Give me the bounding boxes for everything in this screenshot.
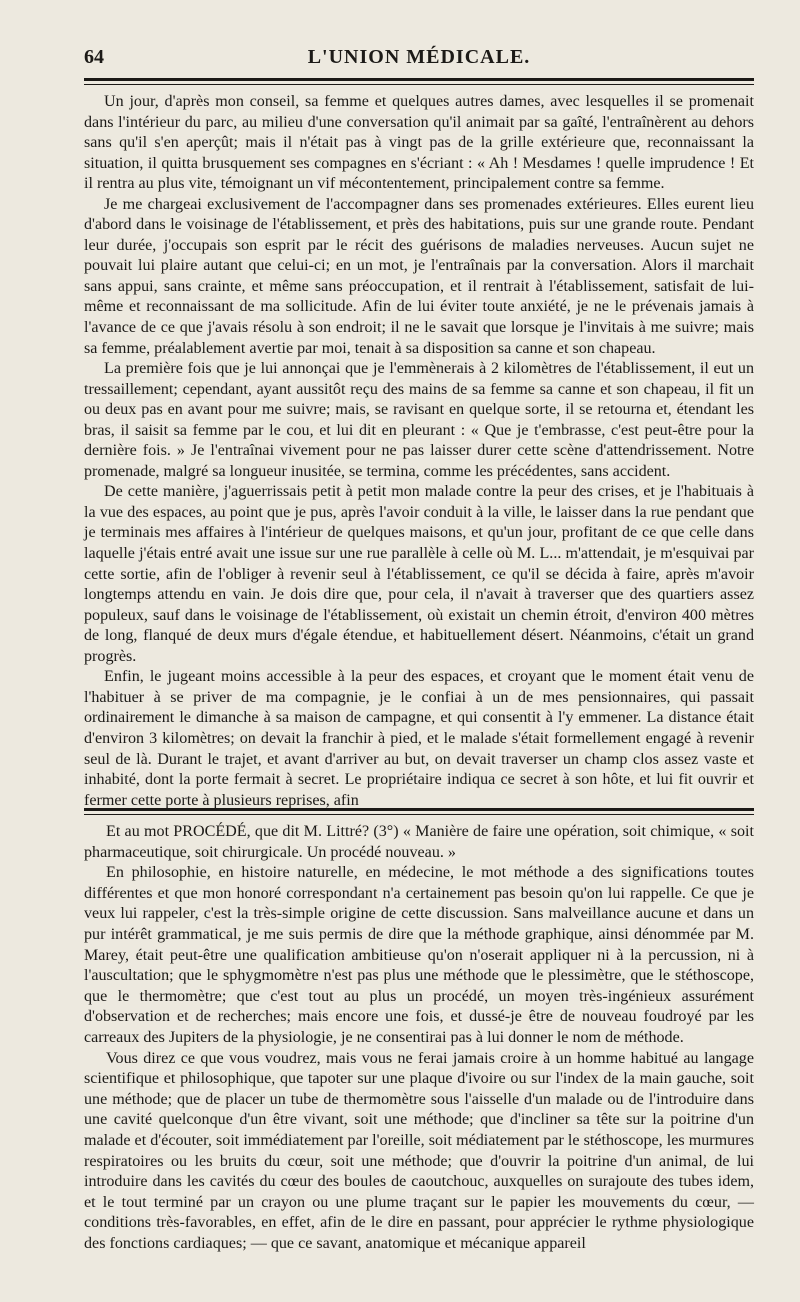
running-title: L'UNION MÉDICALE. [307,46,531,68]
header-rule-thin [84,84,754,85]
header-rule [84,78,754,81]
footer-paragraph: Et au mot PROCÉDÉ, que dit M. Littré? (3°) « Manière de faire une opération, soit chimique, « soit pharmaceutique, soit chirurgicale. Un procédé nouveau. » [84,823,754,861]
main-paragraph: Je me chargeai exclusivement de l'accompagner dans ses promenades extérieures. Elles eurent lieu d'abord dans le voisinage de l'établissement, et près des habitations, puis sur une grande route. Pendant leur durée, j'occupais son esprit par le récit des guérisons de maladies nerveuses. Aucun sujet ne pouvait lui plaire autant que celui-ci; en un mot, je l'entraînais par la conversation. Alors il marchait sans appui, sans crainte, et même sans préoccupation, et il rentrait à l'établissement, satisfait de lui-même et reconnaissant de ma sollicitude. Afin de lui éviter toute anxiété, je ne le prévenais jamais à l'avance de ce que j'avais résolu à son endroit; il ne le savait que lorsque je l'invitais à me suivre; mais sa femme, préalablement avertie par moi, tenait à sa disposition sa canne et son chapeau. [84,195,754,357]
main-paragraph: Enfin, le jugeant moins accessible à la peur des espaces, et croyant que le moment était venu de l'habituer à se priver de ma compagnie, je le confiai à un de mes pensionnaires, qui passait ordinairement le dimanche à sa maison de campagne, et qui consentit à l'y emmener. La distance était d'environ 3 kilomètres; on devait la franchir à pied, et le malade s'était formellement engagé à revenir seul de là. Durant le trajet, et avant d'arriver au but, on devait traverser un champ clos assez vaste et inhabité, dont la porte fermait à secret. Le propriétaire indiqua ce secret à son hôte, et lui fit ouvrir et fermer cette porte à plusieurs reprises, afin [84,668,754,809]
page-header [84,40,754,80]
footer-paragraph: Vous direz ce que vous voudrez, mais vous ne ferai jamais croire à un homme habitué au langage scientifique et philosophique, que tapoter sur une plaque d'ivoire ou sur l'index de la main gauche, soit une méthode; que de placer un tube de thermomètre sous l'aisselle d'un malade ou de l'introduire dans une cavité quelconque d'un être vivant, soit une méthode; que d'incliner sa tête sur la poitrine d'un malade et d'écouter, soit immédiatement par l'oreille, soit médiatement par le stéthoscope, les murmures respiratoires ou les bruits du cœur, soit une méthode; que d'ouvrir la poitrine d'un animal, de lui introduire dans les cavités du cœur des boules de caoutchouc, auxquelles on surajoute des tubes idem, et le tout terminé par un crayon ou une plume traçant sur le papier les mouvements du cœur, — conditions très-favorables, en effet, afin de le dire en passant, pour apprécier le rythme physiologique des fonctions cardiaques; — que ce savant, anatomique et mécanique appareil [84,1049,754,1252]
section-rule-thin [84,814,754,815]
footer-text [84,822,754,1254]
footer-paragraph: En philosophie, en histoire naturelle, en médecine, le mot méthode a des significations toutes différentes et que mon honoré correspondant n'a certainement pas besoin qu'on lui rappelle. Ce que je veux lui rappeler, c'est la très-simple origine de cette discussion. Sans malveillance aucune et dans un pur intérêt grammatical, je me suis permis de dire que la méthode graphique, ainsi dénommée par M. Marey, était peut-être une qualification ambitieuse qu'on n'oserait appliquer ni à la percussion, ni à l'auscultation; que le sphygmomètre n'est pas plus une méthode que le plessimètre, que le stéthoscope, que le thermomètre; que c'est tout au plus un procédé, un moyen très-ingénieux assurément d'observation et de recherches; mais encore une fois, et dussé-je être de nouveau foudroyé par les carreaux des Jupiters de la physiologie, je ne consentirai pas à lui donner le nom de méthode. [84,864,754,1046]
main-paragraph: De cette manière, j'aguerrissais petit à petit mon malade contre la peur des crises, et je l'habituais à la vue des espaces, au point que je pus, après l'avoir conduit à la ville, le laisser dans la rue pendant que je terminais mes affaires à l'intérieur de quelques maisons, et qu'un jour, profitant de ce que celle dans laquelle j'étais entré avait une issue sur une rue parallèle à celle où M. L... m'attendait, je m'esquivai par cette sortie, afin de l'obliger à revenir seul à l'établissement, ce qu'il se décida à faire, après m'avoir longtemps attendu en vain. Je dois dire que, pour cela, il n'avait à traverser que des quartiers assez populeux, sauf dans le voisinage de l'établissement, où existait un chemin étroit, d'environ 400 mètres de long, flanqué de deux murs d'égale étendue, et habituellement désert. Néanmoins, c'était un grand progrès. [84,483,754,665]
main-paragraph: La première fois que je lui annonçai que je l'emmènerais à 2 kilomètres de l'établissement, il eut un tressaillement; cependant, ayant aussitôt reçu des mains de sa femme sa canne et son chapeau, il fit un ou deux pas en avant pour me suivre; mais, se ravisant en quelque sorte, il se retourna et, étendant les bras, il saisit sa femme par le cou, et lui dit en pleurant : « Que je t'embrasse, c'est peut-être pour la dernière fois. » Je l'entraînai vivement pour ne pas laisser durer cette scène d'attendrissement. Notre promenade, malgré sa longueur inusitée, se termina, comme les précédentes, sans accident. [84,360,754,480]
main-paragraph: Un jour, d'après mon conseil, sa femme et quelques autres dames, avec lesquelles il se promenait dans l'intérieur du parc, au milieu d'une conversation qu'il animait par sa gaîté, l'entraînèrent au dehors sans qu'il s'en aperçût; mais il n'était pas à vingt pas de la grille extérieure que, reconnaissant la situation, il quitta brusquement ses compagnes en s'écriant : « Ah ! Mesdames ! quelle imprudence ! Et il rentra au plus vite, témoignant un vif mécontentement, principalement contre sa femme. [84,93,754,193]
main-text [84,92,754,811]
section-rule [84,808,754,811]
page-number: 64 [84,46,104,68]
